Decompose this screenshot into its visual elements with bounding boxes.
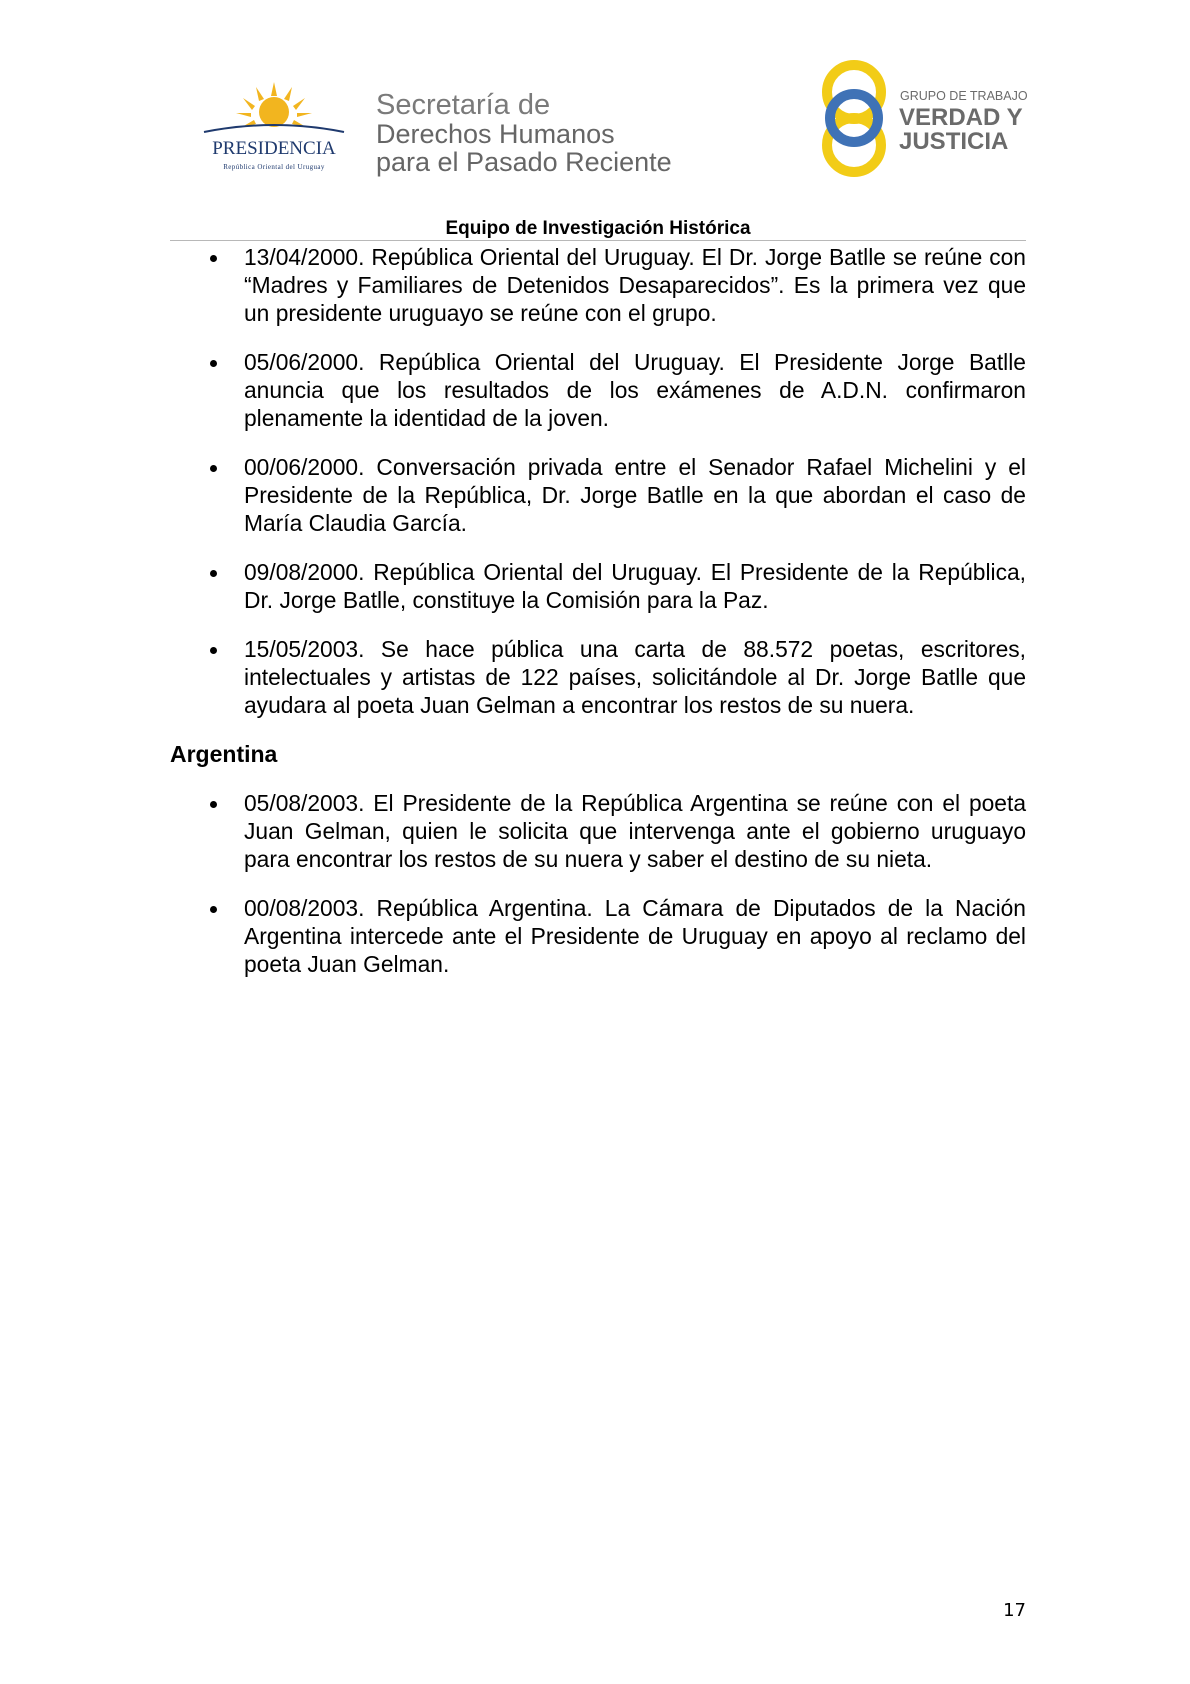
list-item-text: 00/08/2003. República Argentina. La Cámara de Diputados de la Nación Argentina intercede ante el Presidente de Uruguay en apoyo al reclamo del poeta Juan Gelman. xyxy=(244,895,1026,977)
team-label: Equipo de Investigación Histórica xyxy=(445,218,751,239)
list-item-text: 15/05/2003. Se hace pública una carta de 88.572 poetas, escritores, intelectuales y artistas de 122 países, solicitándole al Dr. Jorge Batlle que ayudara al poeta Juan Gelman a encontrar los restos de su nuera. xyxy=(244,636,1026,718)
list-item-text: 05/06/2000. República Oriental del Uruguay. El Presidente Jorge Batlle anuncia que los resultados de los exámenes de A.D.N. confirmaron plenamente la identidad de la joven. xyxy=(244,349,1026,431)
list-item xyxy=(170,894,1026,978)
bullet-icon xyxy=(210,465,217,472)
secretaria-line-1: Secretaría de xyxy=(376,89,551,121)
presidencia-logo xyxy=(198,82,350,178)
argentina-timeline-list xyxy=(170,789,1026,978)
verdad-justicia-logo xyxy=(822,56,1032,181)
document-header xyxy=(0,0,1190,245)
secretaria-line-2: Derechos Humanos xyxy=(376,119,615,149)
uruguay-timeline-list xyxy=(170,243,1026,719)
svg-text:PRESIDENCIA: PRESIDENCIA xyxy=(212,138,336,159)
list-item xyxy=(170,789,1026,873)
bullet-icon xyxy=(210,801,217,808)
list-item xyxy=(170,453,1026,537)
svg-text:GRUPO DE TRABAJO: GRUPO DE TRABAJO xyxy=(900,89,1028,103)
secretaria-line-3: para el Pasado Reciente xyxy=(376,147,672,177)
bullet-icon xyxy=(210,570,217,577)
svg-text:JUSTICIA: JUSTICIA xyxy=(899,128,1009,155)
svg-text:República Oriental del Uruguay: República Oriental del Uruguay xyxy=(223,163,325,171)
bullet-icon xyxy=(210,647,217,654)
bullet-icon xyxy=(210,360,217,367)
bullet-icon xyxy=(210,255,217,262)
secretaria-title xyxy=(376,90,706,176)
list-item-text: 00/06/2000. Conversación privada entre el Senador Rafael Michelini y el Presidente de la República, Dr. Jorge Batlle en la que abordan el caso de María Claudia García. xyxy=(244,454,1026,536)
list-item-text: 05/08/2003. El Presidente de la República Argentina se reúne con el poeta Juan Gelman, quien le solicita que intervenga ante el gobierno uruguayo para encontrar los restos de su nuera y saber el destino de su nieta. xyxy=(244,790,1026,872)
list-item xyxy=(170,243,1026,327)
page-number: 17 xyxy=(1003,1600,1026,1621)
list-item xyxy=(170,558,1026,614)
bullet-icon xyxy=(210,906,217,913)
section-heading-argentina: Argentina xyxy=(170,741,278,767)
header-divider xyxy=(170,240,1026,241)
svg-text:VERDAD Y: VERDAD Y xyxy=(899,104,1023,131)
list-item-text: 13/04/2000. República Oriental del Uruguay. El Dr. Jorge Batlle se reúne con “Madres y Familiares de Detenidos Desaparecidos”. Es la primera vez que un presidente uruguayo se reúne con el grupo. xyxy=(244,244,1026,326)
list-item-text: 09/08/2000. República Oriental del Uruguay. El Presidente de la República, Dr. Jorge Batlle, constituye la Comisión para la Paz. xyxy=(244,559,1026,613)
document-body xyxy=(170,243,1026,999)
list-item xyxy=(170,635,1026,719)
list-item xyxy=(170,348,1026,432)
presidencia-sun-emblem xyxy=(198,82,350,178)
verdad-justicia-rings-emblem xyxy=(822,56,1032,181)
